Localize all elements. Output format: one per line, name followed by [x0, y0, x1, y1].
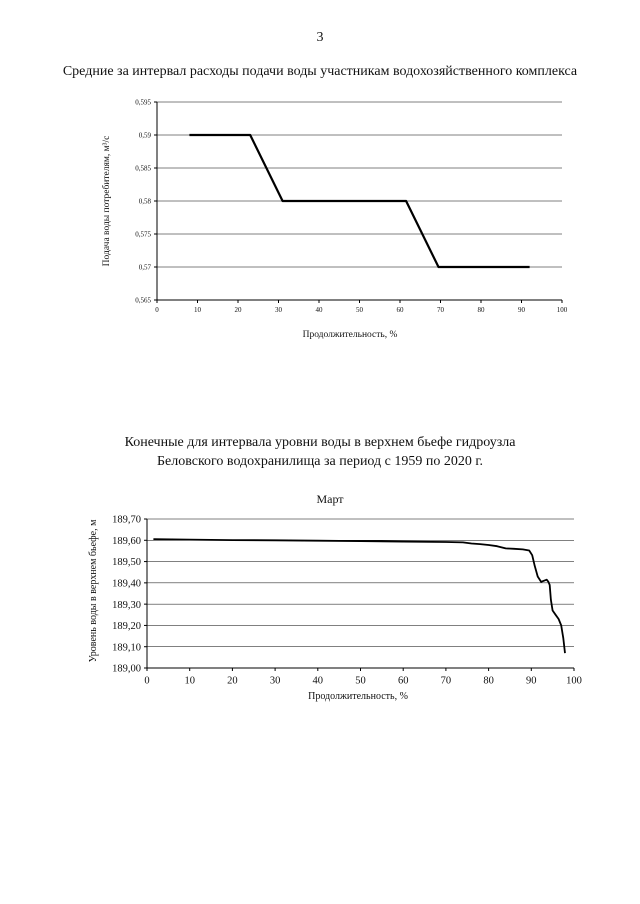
c1-x-tick-label: 10: [194, 306, 201, 314]
c1-y-tick-label: 0,585: [135, 164, 151, 173]
c1-y-tick-label: 0,58: [138, 197, 151, 206]
c2-x-tick-label: 50: [355, 675, 366, 687]
page-number: 3: [316, 30, 324, 45]
c2-x-tick-label: 10: [184, 675, 195, 687]
c1-y-tick-label: 0,595: [135, 98, 151, 107]
chart2-y-axis-label-text: Уровень воды в верхнем бьефе, м: [88, 519, 99, 663]
chart2-title: [0, 433, 640, 471]
c2-x-tick-label: 60: [397, 675, 409, 687]
chart2-x-axis-label: Продолжительность, %: [308, 691, 408, 702]
c2-y-tick-label: 189,00: [112, 663, 141, 675]
c2-x-tick-label: 20: [227, 675, 238, 687]
chart2-subtitle: Март: [316, 492, 344, 506]
c1-y-tick-label: 0,565: [135, 296, 151, 305]
chart2-series-line: [153, 539, 565, 653]
c1-x-tick-label: 70: [437, 306, 444, 314]
chart2-title-line-1: Конечные для интервала уровни воды в верхнем бьефе гидроузла: [124, 435, 516, 450]
c1-x-tick-label: 90: [518, 306, 525, 314]
chart1-flow-duration: [0, 90, 640, 350]
c2-x-tick-label: 80: [483, 675, 494, 687]
c1-x-tick-label: 40: [315, 306, 323, 314]
c1-x-tick-label: 80: [477, 306, 485, 314]
chart2-x-tick-labels: [144, 668, 582, 687]
c2-x-tick-label: 90: [526, 675, 537, 687]
chart1-y-tick-labels: [135, 98, 157, 304]
c1-x-tick-label: 60: [396, 306, 404, 314]
c1-x-tick-label: 100: [556, 306, 568, 314]
c1-x-tick-label: 50: [356, 306, 363, 314]
c2-y-tick-label: 189,50: [112, 557, 141, 569]
c1-y-tick-label: 0,57: [138, 263, 151, 272]
c1-x-tick-label: 20: [234, 306, 242, 314]
c1-x-tick-label: 30: [275, 306, 282, 314]
c2-x-tick-label: 30: [269, 675, 281, 687]
c2-y-tick-label: 189,10: [112, 642, 141, 654]
chart2-gridlines: [147, 519, 574, 647]
c2-y-tick-label: 189,20: [112, 621, 141, 633]
chart1-y-axis-label-text: Подача воды потребителям, м³/с: [102, 135, 112, 267]
c1-x-tick-label: 0: [155, 306, 159, 314]
c2-x-tick-label: 70: [440, 675, 452, 687]
chart2-y-axis-label: [88, 519, 99, 662]
chart1-x-tick-labels: [155, 300, 568, 314]
c2-y-tick-label: 189,70: [112, 514, 141, 526]
chart2-title-line-2: Беловского водохранилища за период с 1959 по 2020 г.: [156, 454, 484, 469]
c1-y-tick-label: 0,59: [138, 131, 151, 140]
chart2-y-tick-labels: [112, 515, 147, 675]
c2-x-tick-label: 40: [312, 675, 324, 687]
chart1-title: Средние за интервал расходы подачи воды участникам водохозяйственного комплекса: [62, 64, 578, 79]
chart1-gridlines: [157, 102, 562, 267]
chart2-water-level-duration: [0, 485, 640, 715]
c2-y-tick-label: 189,40: [112, 578, 141, 590]
chart1-x-axis-label: Продолжительность, %: [302, 330, 398, 340]
chart1-y-axis-label: [101, 136, 112, 267]
c2-x-tick-label: 0: [144, 675, 150, 687]
c2-x-tick-label: 100: [566, 675, 582, 687]
c1-y-tick-label: 0,575: [135, 230, 151, 239]
c2-y-tick-label: 189,60: [112, 535, 141, 547]
c2-y-tick-label: 189,30: [112, 599, 141, 611]
